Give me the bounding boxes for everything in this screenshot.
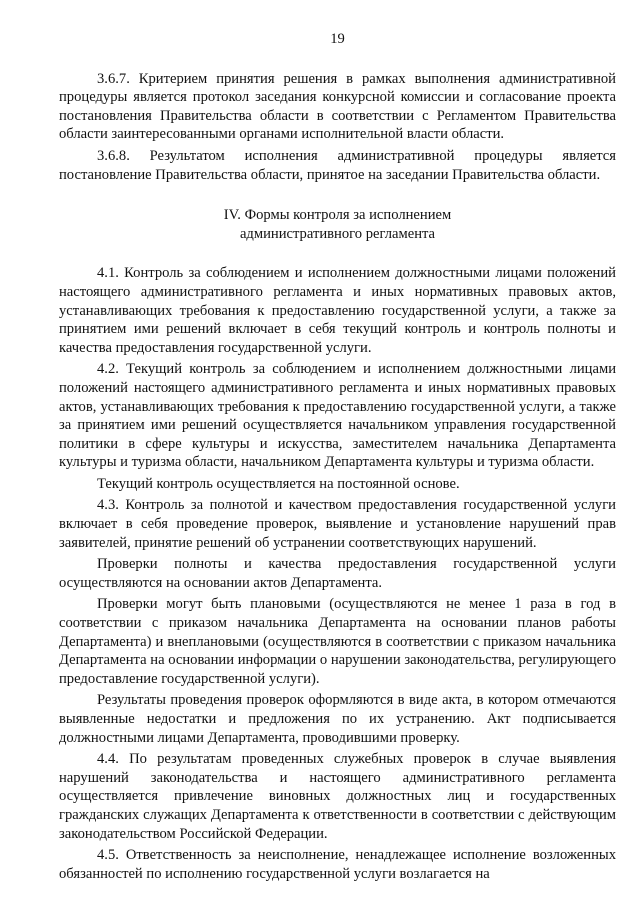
paragraph-4-3: 4.3. Контроль за полнотой и качеством предоставления государственной услуги включает в себя проведение проверок, выявление и установление нарушений прав заявителей, принятие решений об устранении соответствующих нарушений. [59, 497, 616, 551]
page-number: 19 [330, 31, 345, 47]
paragraph-checks-results: Результаты проведения проверок оформляются в виде акта, в котором отмечаются выявленные недостатки и предложения по их устранению. Акт подписывается должностными лицами Департамента, проводившими проверку. [59, 692, 616, 746]
paragraph-checks-basis: Проверки полноты и качества предоставления государственной услуги осуществляются на основании актов Департамента. [59, 556, 616, 591]
paragraph-4-2: 4.2. Текущий контроль за соблюдением и исполнением должностными лицами положений настоящего административного регламента и иных нормативных правовых актов, устанавливающих требования к предоставлению государственной услуги, а также за принятием ими решений осуществляется начальником управления государственной политики в сфере культуры и искусства, заместителем начальника Департамента культуры и туризма области, начальником Департамента культуры и туризма области. [59, 361, 616, 471]
paragraph-4-5: 4.5. Ответственность за неисполнение, ненадлежащее исполнение возложенных обязанностей по исполнению государственной услуги возлагается на [59, 847, 616, 882]
paragraph-checks-types: Проверки могут быть плановыми (осуществляются не менее 1 раза в год в соответствии с приказом начальника Департамента на основании планов работы Департамента) и внеплановыми (осуществляются в соответствии с приказом начальника Департамента на основании информации о нарушении законодательства, регулирующего предоставление государственной услуги). [59, 596, 616, 687]
section-heading-line-2: административного регламента [239, 225, 436, 242]
paragraph-3-6-8: 3.6.8. Результатом исполнения административной процедуры является постановление Правительства области, принятое на заседании Правительства области. [59, 147, 616, 183]
section-heading [59, 206, 616, 243]
paragraph-3-6-7: 3.6.7. Критерием принятия решения в рамках выполнения административной процедуры является протокол заседания конкурсной комиссии и согласование проекта постановления Правительства области в соответствии с Регламентом Правительства области заинтересованными органами исполнительной власти области. [59, 70, 616, 143]
paragraph-4-4: 4.4. По результатам проведенных служебных проверок в случае выявления нарушений законодательства и настоящего административного регламента осуществляется привлечение виновных должностных лиц и государственных гражданских служащих Департамента к ответственности в соответствии с действующим законодательством Российской Федерации. [59, 751, 616, 842]
paragraph-current-control: Текущий контроль осуществляется на постоянной основе. [97, 475, 460, 492]
paragraph-4-1: 4.1. Контроль за соблюдением и исполнением должностными лицами положений настоящего административного регламента и иных нормативных правовых актов, устанавливающих требования к предоставлению государственной услуги, а также за принятием ими решений включает в себя текущий контроль и контроль полноты и качества предоставления государственной услуги. [59, 265, 616, 356]
section-heading-line-1: IV. Формы контроля за исполнением [223, 207, 452, 224]
